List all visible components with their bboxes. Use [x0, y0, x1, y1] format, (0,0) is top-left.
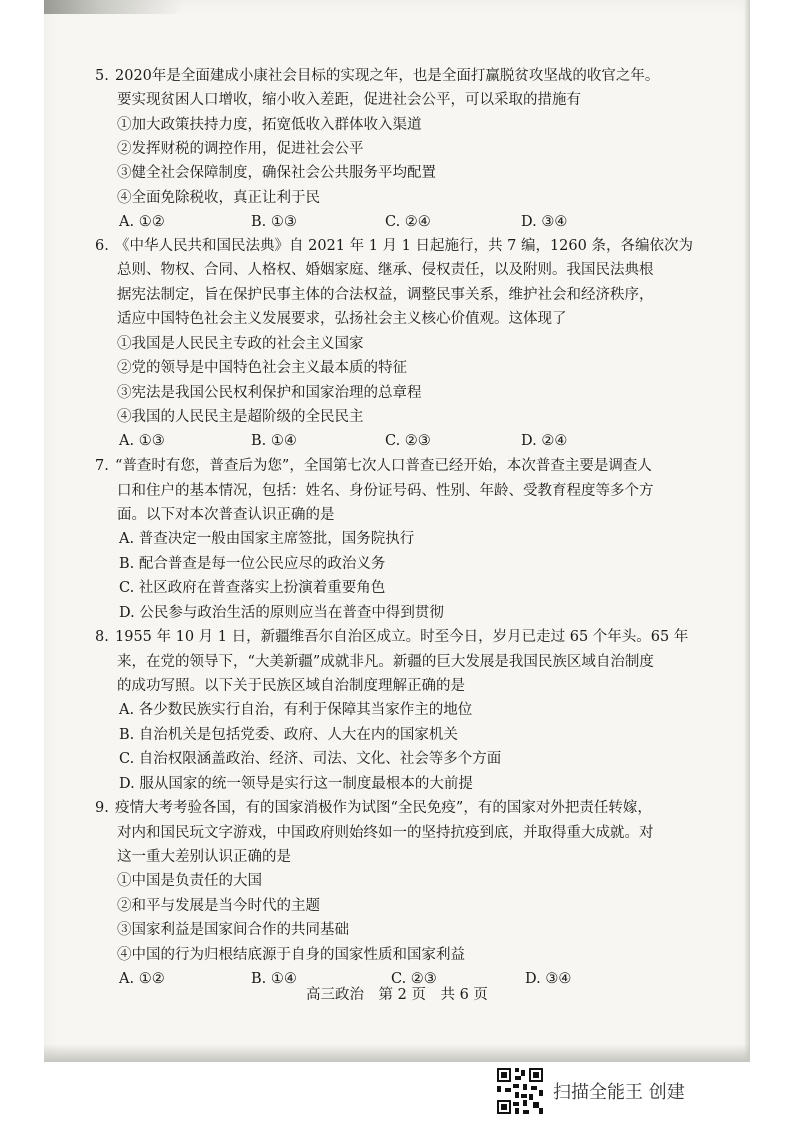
statement-item: ④全面免除税收，真正让利于民: [117, 190, 320, 206]
option-c: C. ②③: [391, 971, 437, 987]
option-b: B. 配合普查是每一位公民应尽的政治义务: [119, 556, 386, 572]
question-stem-line: 1955 年 10 月 1 日，新疆维吾尔自治区成立。时至今日，岁月已走过 65 个年头。65 年: [115, 629, 689, 645]
question-stem-line: 口和住户的基本情况，包括：姓名、身份证号码、性别、年龄、受教育程度等多个方: [117, 483, 654, 499]
option-b: B. ①④: [251, 433, 297, 449]
option-d: D. 服从国家的统一领导是实行这一制度最根本的大前提: [119, 776, 473, 792]
option-b: B. 自治机关是包括党委、政府、人大在内的国家机关: [119, 727, 458, 743]
statement-item: ③宪法是我国公民权利保护和国家治理的总章程: [117, 385, 422, 401]
scan-shadow-right: [744, 0, 750, 1062]
statement-item: ③国家利益是国家间合作的共同基础: [117, 922, 349, 938]
option-b: B. ①④: [251, 971, 297, 987]
question-stem-line: 据宪法制定，旨在保护民事主体的合法权益，调整民事关系，维护社会和经济秩序，: [117, 287, 654, 303]
question-number: 6.: [95, 238, 109, 254]
statement-item: ③健全社会保障制度，确保社会公共服务平均配置: [117, 165, 436, 181]
statement-item: ①我国是人民民主专政的社会主义国家: [117, 336, 364, 352]
scan-shadow-bottom: [44, 1044, 750, 1062]
watermark-text: 扫描全能王 创建: [553, 1082, 685, 1103]
question-stem-line: 要实现贫困人口增收，缩小收入差距，促进社会公平，可以采取的措施有: [117, 92, 581, 108]
statement-item: ④中国的行为归根结底源于自身的国家性质和国家利益: [117, 947, 465, 963]
question-stem-line: 适应中国特色社会主义发展要求，弘扬社会主义核心价值观。这体现了: [117, 311, 567, 327]
question-number: 5.: [95, 68, 109, 84]
statement-item: ②发挥财税的调控作用，促进社会公平: [117, 141, 364, 157]
option-c: C. ②④: [385, 214, 431, 230]
question-stem-line: 2020年是全面建成小康社会目标的实现之年，也是全面打赢脱贫攻坚战的收官之年。: [115, 68, 660, 84]
option-a: A. ①②: [119, 214, 165, 230]
page-footer: 高三政治 第 2 页 共 6 页: [306, 987, 488, 1003]
statement-item: ①中国是负责任的大国: [117, 873, 262, 889]
statement-item: ④我国的人民民主是超阶级的全民民主: [117, 409, 364, 425]
option-c: C. ②③: [385, 433, 431, 449]
question-stem-line: 《中华人民共和国民法典》自 2021 年 1 月 1 日起施行，共 7 编，1260 条，各编依次为: [115, 238, 693, 254]
question-stem-line: “普查时有您，普查后为您”，全国第七次人口普查已经开始，本次普查主要是调查人: [115, 458, 652, 474]
option-a: A. ①②: [119, 971, 165, 987]
option-a: A. ①③: [119, 433, 165, 449]
qr-code-icon: [495, 1066, 545, 1116]
option-c: C. 自治权限涵盖政治、经济、司法、文化、社会等多个方面: [119, 751, 502, 767]
statement-item: ②和平与发展是当今时代的主题: [117, 898, 320, 914]
option-d: D. ②④: [521, 433, 568, 449]
option-a: A. 各少数民族实行自治，有利于保障其当家作主的地位: [119, 702, 473, 718]
option-a: A. 普查决定一般由国家主席签批，国务院执行: [119, 531, 415, 547]
scanner-watermark: [495, 1066, 755, 1118]
scan-shadow-top: [44, 0, 184, 14]
option-d: D. 公民参与政治生活的原则应当在普查中得到贯彻: [119, 605, 444, 621]
question-stem-line: 的成功写照。以下关于民族区域自治制度理解正确的是: [117, 678, 465, 694]
question-stem-line: 总则、物权、合同、人格权、婚姻家庭、继承、侵权责任，以及附则。我国民法典根: [117, 262, 654, 278]
question-stem-line: 对内和国民玩文字游戏，中国政府则始终如一的坚持抗疫到底，并取得重大成就。对: [117, 825, 654, 841]
question-stem-line: 面。以下对本次普查认识正确的是: [117, 507, 335, 523]
option-d: D. ③④: [521, 214, 568, 230]
statement-item: ①加大政策扶持力度，拓宽低收入群体收入渠道: [117, 117, 422, 133]
question-number: 7.: [95, 458, 109, 474]
question-number: 8.: [95, 629, 109, 645]
statement-item: ②党的领导是中国特色社会主义最本质的特征: [117, 360, 407, 376]
question-stem-line: 这一重大差别认识正确的是: [117, 849, 291, 865]
option-d: D. ③④: [525, 971, 572, 987]
option-b: B. ①③: [251, 214, 297, 230]
question-stem-line: 疫情大考考验各国，有的国家消极作为试图“全民免疫”，有的国家对外把责任转嫁，: [115, 800, 652, 816]
question-stem-line: 来，在党的领导下，“大美新疆”成就非凡。新疆的巨大发展是我国民族区域自治制度: [117, 654, 654, 670]
question-number: 9.: [95, 800, 109, 816]
option-c: C. 社区政府在普查落实上扮演着重要角色: [119, 580, 386, 596]
